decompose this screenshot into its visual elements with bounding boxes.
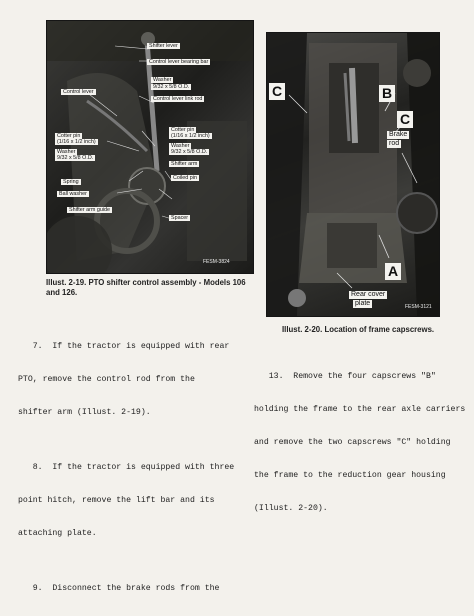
text-line: 9. Disconnect the brake rods from the	[18, 584, 220, 593]
label-washer-1-size: 9/32 x 5/8 O.D.	[153, 84, 190, 90]
label-washer-1: Washer	[153, 77, 172, 83]
label-washer-left: Washer	[57, 149, 76, 155]
text-line: 13. Remove the four capscrews "B"	[254, 372, 436, 381]
caption-illust-2-19	[46, 278, 258, 298]
text-line: 7. If the tractor is equipped with rear	[18, 342, 230, 351]
text-line: point hitch, remove the lift bar and its	[18, 496, 215, 505]
label-cotter-pin-right: Cotter pin	[171, 127, 195, 133]
text-line: the frame to the reduction gear housing	[254, 471, 446, 480]
label-cotter-pin-left-size: (1/16 x 1/2 inch)	[57, 139, 96, 145]
label-plate: plate	[355, 300, 371, 307]
pto-shifter-photo	[46, 20, 254, 274]
frame-capscrews-photo-shapes	[267, 33, 439, 316]
label-rear-cover: Rear cover	[351, 291, 386, 298]
label-shifter-arm-guide: Shifter arm guide	[69, 207, 111, 213]
text-line: shifter arm (Illust. 2-19).	[18, 408, 151, 417]
caption-line: and 126.	[46, 288, 78, 297]
label-control-lever-link-rod: Control lever link rod	[153, 96, 203, 102]
label-cotter-pin-right-size: (1/16 x 1/2 inch)	[171, 133, 210, 139]
label-cotter-pin-left: Cotter pin	[57, 133, 81, 139]
label-spacer: Spacer	[171, 215, 189, 221]
label-brake: Brake	[389, 131, 408, 138]
label-control-lever-bearing-bar: Control lever bearing bar	[149, 59, 209, 65]
left-column-text	[18, 319, 234, 616]
label-rod: rod	[389, 140, 400, 147]
label-ball-washer: Ball washer	[59, 191, 87, 197]
photo-id-right: FESM-3121	[405, 304, 432, 310]
label-washer-right-size: 9/32 x 5/8 O.D.	[171, 149, 208, 155]
label-coiled-pin: Coiled pin	[173, 175, 197, 181]
label-shifter-lever: Shifter lever	[149, 43, 178, 49]
label-washer-right: Washer	[171, 143, 190, 149]
label-a: A	[385, 263, 401, 280]
label-control-lever: Control lever	[63, 89, 94, 95]
right-column-text	[254, 349, 465, 536]
caption-line: Illust. 2-19. PTO shifter control assembly - Models 106	[46, 278, 246, 287]
text-line: and remove the two capscrews "C" holding	[254, 438, 451, 447]
caption-illust-2-20: Illust. 2-20. Location of frame capscrews.	[282, 325, 435, 334]
label-spring: Spring	[63, 179, 79, 185]
label-washer-left-size: 9/32 x 5/8 O.D.	[57, 155, 94, 161]
frame-capscrews-photo	[266, 32, 440, 317]
text-line: 8. If the tractor is equipped with three	[18, 463, 235, 472]
label-c-right: C	[397, 111, 413, 128]
text-line: (Illust. 2-20).	[254, 504, 328, 513]
text-line: holding the frame to the rear axle carriers	[254, 405, 466, 414]
photo-id-left: FESM-3824	[203, 259, 230, 265]
text-line: PTO, remove the control rod from the	[18, 375, 195, 384]
text-line: attaching plate.	[18, 529, 97, 538]
label-shifter-arm: Shifter arm	[171, 161, 198, 167]
label-c-left: C	[269, 83, 285, 100]
label-b: B	[379, 85, 395, 102]
